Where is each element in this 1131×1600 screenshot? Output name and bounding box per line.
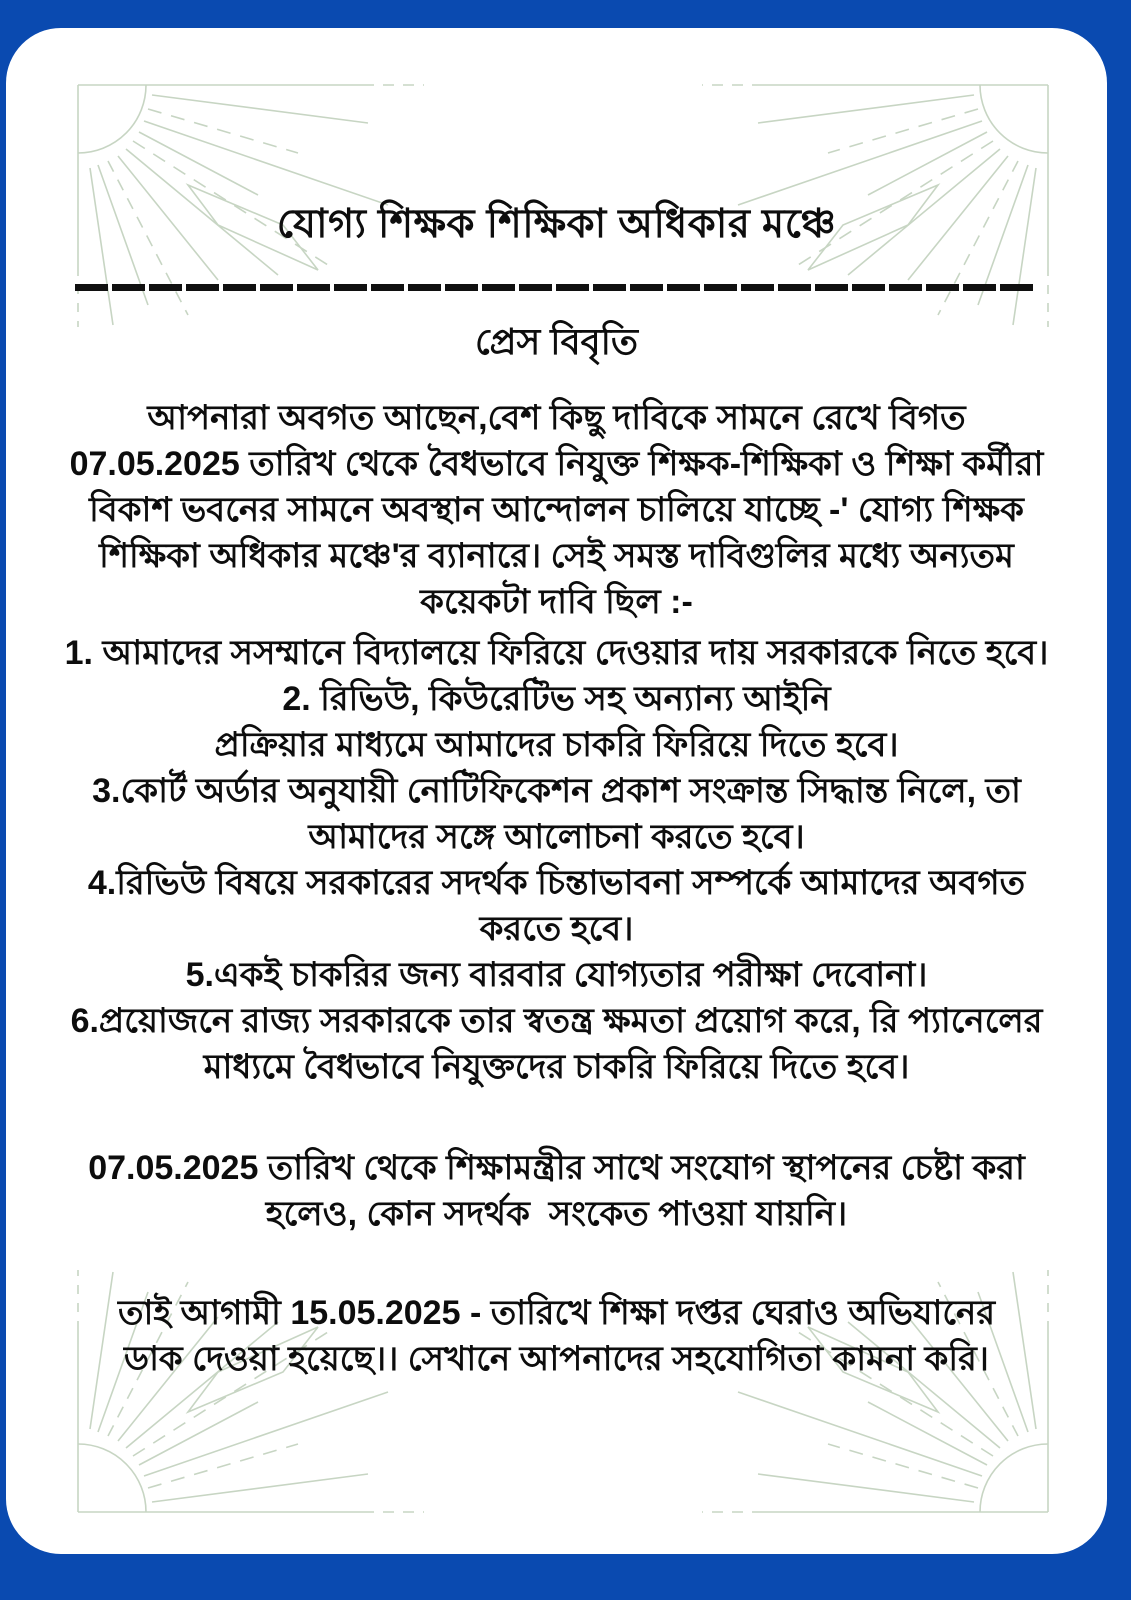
text-line: 1. আমাদের সসম্মানে বিদ্যালয়ে ফিরিয়ে দেওয়ার দায় সরকারকে নিতে হবে। — [64, 634, 1049, 672]
text-line: ডাক দেওয়া হয়েছে।। সেখানে আপনাদের সহযোগিতা কামনা করি। — [124, 1340, 989, 1378]
text-line: 2. রিভিউ, কিউরেটিভ সহ অন্যান্য আইনি — [282, 680, 831, 718]
followup-paragraph — [6, 1145, 1107, 1237]
text-line: 6.প্রয়োজনে রাজ্য সরকারকে তার স্বতন্ত্র ক্ষমতা প্রয়োগ করে, রি প্যানেলের — [70, 1002, 1043, 1040]
press-release-content — [6, 28, 1107, 1382]
text-line: আমাদের সঙ্গে আলোচনা করতে হবে। — [308, 818, 805, 856]
text-line: শিক্ষিকা অধিকার মঞ্চে'র ব্যানারে। সেই সমস্ত দাবিগুলির মধ্যে অন্যতম — [99, 537, 1014, 575]
call-to-action-paragraph — [6, 1290, 1107, 1382]
text-line: তাই আগামী 15.05.2025 - তারিখে শিক্ষা দপ্তর ঘেরাও অভিযানের — [117, 1294, 996, 1332]
text-line: 07.05.2025 তারিখ থেকে শিক্ষামন্ত্রীর সাথে সংযোগ স্থাপনের চেষ্টা করা — [88, 1149, 1025, 1187]
press-statement-heading: প্রেস বিবৃতি — [475, 321, 638, 362]
text-line: বিকাশ ভবনের সামনে অবস্থান আন্দোলন চালিয়ে যাচ্ছে -' যোগ্য শিক্ষক — [89, 491, 1024, 529]
demands-list — [6, 630, 1107, 1090]
text-line: 07.05.2025 তারিখ থেকে বৈধভাবে নিযুক্ত শিক্ষক-শিক্ষিকা ও শিক্ষা কর্মীরা — [69, 445, 1044, 483]
text-line: 5.একই চাকরির জন্য বারবার যোগ্যতার পরীক্ষা দেবোনা। — [185, 956, 928, 994]
text-line: হলেও, কোন সদর্থক সংকেত পাওয়া যায়নি। — [265, 1195, 848, 1233]
text-line: প্রক্রিয়ার মাধ্যমে আমাদের চাকরি ফিরিয়ে দিতে হবে। — [214, 726, 899, 764]
text-line: 4.রিভিউ বিষয়ে সরকারের সদর্থক চিন্তাভাবনা সম্পর্কে আমাদের অবগত — [87, 864, 1026, 902]
organization-title: যোগ্য শিক্ষক শিক্ষিকা অধিকার মঞ্চে — [276, 202, 837, 246]
text-line: 3.কোর্ট অর্ডার অনুযায়ী নোটিফিকেশন প্রকাশ সংক্রান্ত সিদ্ধান্ত নিলে, তা — [92, 772, 1021, 810]
press-release-card — [6, 28, 1107, 1554]
text-line: কয়েকটা দাবি ছিল :- — [420, 583, 693, 621]
horizontal-divider — [75, 284, 1033, 291]
intro-paragraph — [6, 395, 1107, 625]
text-line: আপনারা অবগত আছেন,বেশ কিছু দাবিকে সামনে রেখে বিগত — [147, 399, 966, 437]
text-line: করতে হবে। — [479, 910, 634, 948]
text-line: মাধ্যমে বৈধভাবে নিযুক্তদের চাকরি ফিরিয়ে দিতে হবে। — [203, 1048, 910, 1086]
